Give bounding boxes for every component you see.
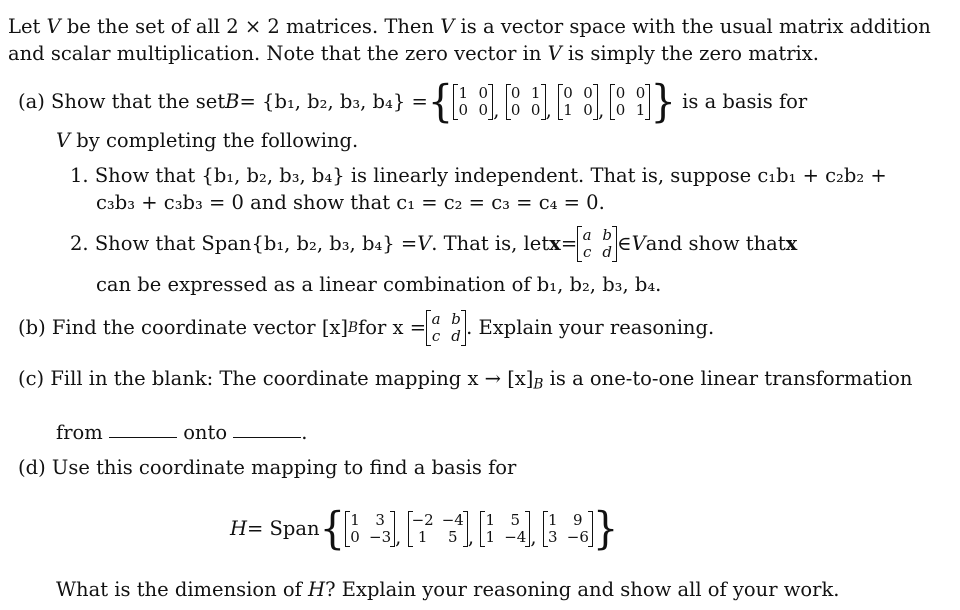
part-c-blanks: from onto .: [56, 421, 308, 444]
matrix-entry: −6: [566, 528, 589, 546]
matrix: [453, 84, 493, 120]
part-a-label: (a): [18, 90, 45, 114]
part-a-statement: (a) Show that the set B = {b₁, b₂, b₃, b₄} = { 1 0 0 0 , 0 1 0 0 , 0 0 1 0 , 0 0 0 1 } is a basis for: [18, 76, 808, 128]
part-a-item-1: 1. Show that {b₁, b₂, b₃, b₄} is linearly independent. That is, suppose c₁b₁ + c₂b₂ +: [70, 164, 887, 187]
part-d-statement: (d) Use this coordinate mapping to find a basis for: [18, 456, 517, 479]
matrix-entry: c: [582, 243, 592, 261]
matrix-entry: a: [582, 226, 592, 244]
matrix-entry: 1: [417, 528, 428, 546]
matrix-entry: 0: [530, 101, 541, 119]
matrix-entry: 0: [583, 101, 593, 119]
matrix-entry: 0: [583, 84, 593, 102]
matrix: [480, 511, 530, 547]
matrix-entry: −3: [369, 528, 392, 546]
matrix-entry: 1: [547, 511, 558, 529]
part-a-item-2-cont: can be expressed as a linear combination of b₁, b₂, b₃, b₄.: [96, 273, 662, 296]
matrix-entry: a: [431, 310, 441, 328]
matrix-entry: 1: [530, 84, 541, 102]
span-matrices: 1 3 0 −3 , −2 −4 1 5 , 1 5 1 −4 , 1 9 3 −6: [345, 511, 593, 547]
span-H-equation: H = Span { 1 3 0 −3 , −2 −4 1 5 , 1 5 1 −4 , 1 9 3 −6 }: [230, 503, 619, 555]
matrix-entry: 0: [478, 101, 489, 119]
part-d-question: What is the dimension of H? Explain your reasoning and show all of your work.: [56, 578, 840, 601]
matrix-entry: c: [431, 327, 441, 345]
matrix-entry: −2: [411, 511, 434, 529]
part-b-statement: (b) Find the coordinate vector [x] B for x = a b c d . Explain your reasoning.: [18, 310, 715, 345]
matrix-entry: 0: [510, 84, 521, 102]
blank-from[interactable]: [109, 436, 177, 438]
matrix-entry: 0: [563, 84, 573, 102]
matrix: [408, 511, 468, 547]
matrix-entry: b: [602, 226, 612, 244]
matrix-entry: 0: [615, 84, 626, 102]
intro-line-1: Let V be the set of all 2 × 2 matrices. Then V is a vector space with the usual matrix addition: [8, 15, 931, 38]
matrix-entry: 3: [547, 528, 558, 546]
matrix-entry: 3: [375, 511, 385, 529]
blank-onto[interactable]: [233, 436, 301, 438]
matrix-entry: 0: [510, 101, 521, 119]
part-b-label: (b): [18, 316, 46, 340]
basis-matrices: 1 0 0 0 , 0 1 0 0 , 0 0 1 0 , 0 0 0 1: [453, 84, 650, 120]
matrix-entry: 1: [635, 101, 646, 119]
part-c-statement: (c) Fill in the blank: The coordinate mapping $x \to [x]_B$ is a one-to-one linear transformation: [18, 367, 913, 393]
matrix: [558, 84, 598, 120]
matrix: [543, 511, 593, 547]
matrix-entry: 0: [350, 528, 360, 546]
part-a-line-2: V by completing the following.: [56, 129, 359, 152]
matrix-entry: 1: [485, 511, 495, 529]
part-c-label: (c): [18, 367, 45, 390]
matrix-entry: 0: [635, 84, 646, 102]
matrix-entry: −4: [504, 528, 527, 546]
matrix-entry: 0: [615, 101, 626, 119]
matrix-entry: −4: [441, 511, 464, 529]
matrix-entry: 1: [458, 84, 469, 102]
matrix-x-b: [426, 310, 466, 346]
matrix: [610, 84, 650, 120]
matrix: [345, 511, 395, 547]
matrix-entry: 0: [478, 84, 489, 102]
matrix-entry: b: [451, 310, 461, 328]
part-a-item-1-cont: c₃b₃ + c₃b₃ = 0 and show that c₁ = c₂ = c₃ = c₄ = 0.: [96, 191, 605, 214]
part-a-item-2: 2. Show that Span{b₁, b₂, b₃, b₄} = V . That is, let x = a b c d ∈ V and show that x: [70, 226, 798, 261]
matrix-entry: 1: [563, 101, 573, 119]
matrix-entry: 1: [485, 528, 495, 546]
matrix-entry: 0: [458, 101, 469, 119]
matrix-entry: d: [602, 243, 612, 261]
matrix: [506, 84, 546, 120]
matrix-entry: 1: [350, 511, 360, 529]
matrix-entry: 5: [510, 511, 521, 529]
part-d-label: (d): [18, 456, 46, 479]
matrix-entry: 9: [573, 511, 583, 529]
matrix-entry: 5: [447, 528, 458, 546]
matrix-entry: d: [451, 327, 461, 345]
intro-line-2: and scalar multiplication. Note that the zero vector in V is simply the zero matrix.: [8, 42, 819, 65]
matrix-x: [577, 226, 617, 262]
